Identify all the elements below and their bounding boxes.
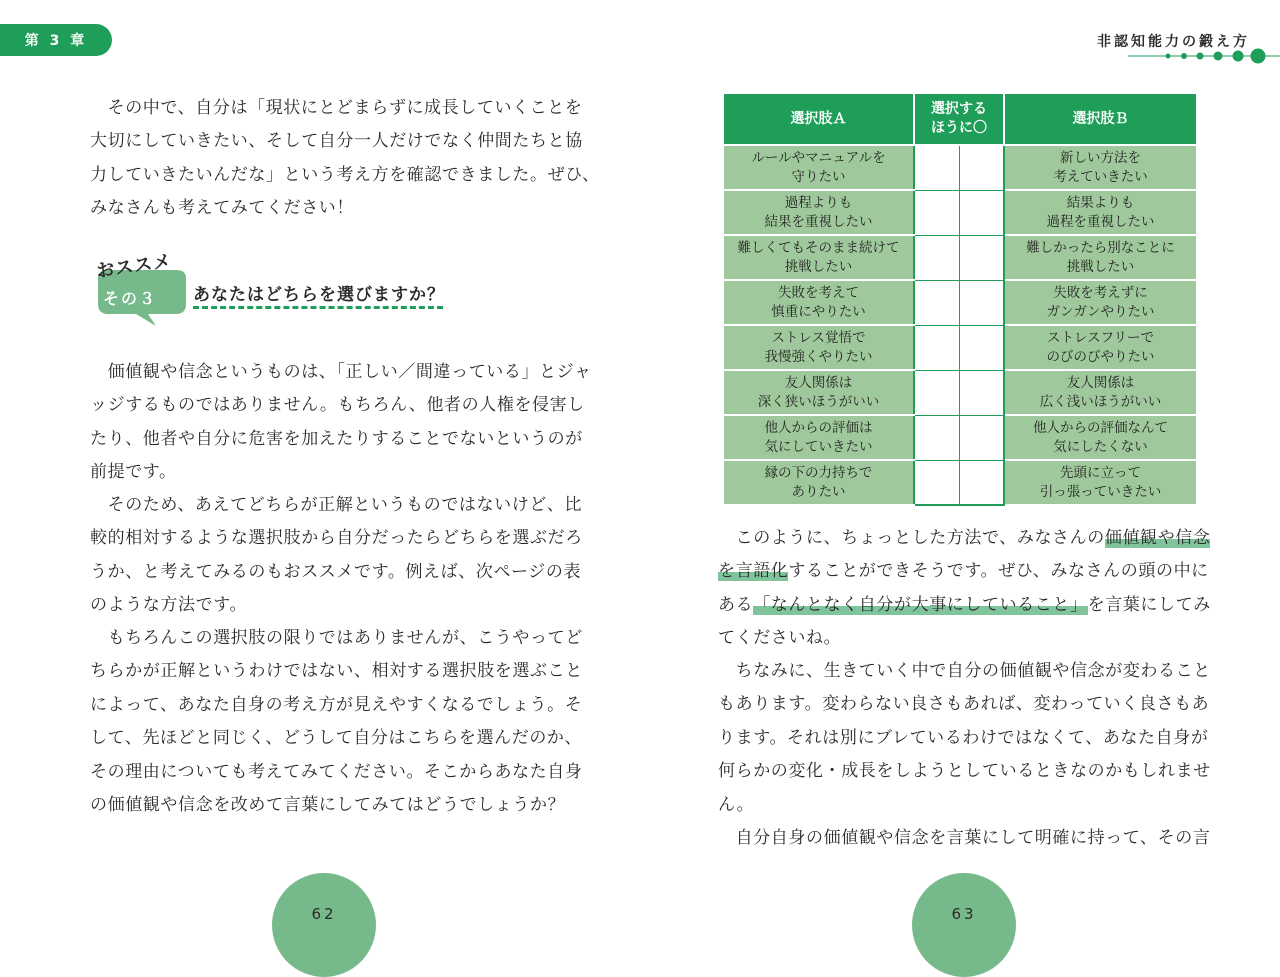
- text-line: みなさんも考えてみてください！: [90, 198, 354, 219]
- page-number: 63: [912, 873, 1016, 977]
- select-a-box[interactable]: [914, 370, 959, 415]
- text-line: ッジするものではありません。もちろん、他者の人権を侵害し: [90, 395, 585, 416]
- select-b-box[interactable]: [959, 190, 1004, 235]
- text-line: てくださいね。: [718, 628, 842, 649]
- choice-table: [724, 94, 1196, 506]
- cell-line: 我慢強くやりたい: [764, 348, 873, 365]
- select-b-box[interactable]: [959, 325, 1004, 370]
- header-option-a: 選択肢Ａ: [724, 94, 914, 145]
- option-a-cell: [724, 190, 914, 235]
- text-line: その理由についても考えてみてください。そこからあなた自身: [90, 761, 583, 782]
- select-b-box[interactable]: [959, 370, 1004, 415]
- highlighted-text: 「なんとなく自分が大事にしていること」: [753, 594, 1088, 615]
- table-row: [724, 325, 1196, 370]
- cell-line: 失敗を考えずに: [1053, 284, 1148, 301]
- text-line: 較的相対するような選択肢から自分だったらどちらを選ぶだろ: [90, 528, 583, 549]
- page-number: 62: [272, 873, 376, 977]
- badge-label: おススメ: [95, 250, 174, 283]
- highlighted-text: 価値観や信念: [1104, 528, 1211, 548]
- select-b-box[interactable]: [959, 145, 1004, 190]
- cell-line: 過程よりも: [784, 194, 853, 211]
- cell-line: 先頭に立って: [1060, 464, 1141, 481]
- paragraph-3: [90, 622, 583, 822]
- text-line: ちなみに、生きていく中で自分の価値観や信念が変わること: [718, 661, 1211, 681]
- highlighted-text: を言語化: [718, 561, 789, 582]
- select-a-box[interactable]: [914, 190, 959, 235]
- cell-line: 挑戦したい: [1066, 258, 1135, 275]
- cell-line: 新しい方法を: [1060, 149, 1141, 166]
- text-line: ります。それは別にブレているわけではなくて、あなた自身が: [718, 727, 1209, 748]
- cell-line: 友人関係は: [784, 374, 853, 391]
- summary-paragraph: [718, 522, 1211, 656]
- cell-line: ルールやマニュアルを: [751, 149, 886, 166]
- select-b-box[interactable]: [959, 460, 1004, 505]
- cell-line: ストレスフリーで: [1046, 329, 1155, 346]
- table-row: [724, 460, 1196, 505]
- right-paragraph-2: [718, 655, 1211, 822]
- select-a-box[interactable]: [914, 145, 959, 190]
- cell-line: 気にしていきたい: [764, 438, 873, 455]
- heading-dashed-underline: [193, 306, 443, 309]
- option-a-cell: [724, 145, 914, 190]
- cell-line: 他人からの評価は: [764, 419, 873, 436]
- table-row: [724, 190, 1196, 235]
- option-a-cell: [724, 460, 914, 505]
- option-a-cell: [724, 235, 914, 280]
- select-a-box[interactable]: [914, 325, 959, 370]
- cell-line: 難しかったら別なことに: [1026, 239, 1175, 256]
- text-run: ある: [718, 594, 754, 615]
- text-line: そのため、あえてどちらが正解というものではないけど、比: [90, 495, 583, 515]
- header-option-b: 選択肢Ｂ: [1004, 94, 1196, 145]
- select-b-box[interactable]: [959, 280, 1004, 325]
- cell-line: ガンガンやりたい: [1046, 303, 1155, 320]
- text-line: 何らかの変化・成長をしようとしているときなのかもしれませ: [718, 761, 1211, 782]
- cell-line: ストレス覚悟で: [771, 329, 866, 346]
- text-line: [718, 555, 1211, 588]
- text-line: 価値観や信念というものは、「正しい／間違っている」とジャ: [90, 362, 592, 382]
- intro-paragraph: [90, 92, 600, 226]
- table-row: [724, 280, 1196, 325]
- cell-line: 友人関係は: [1066, 374, 1135, 391]
- cell-line: 縁の下の力持ちで: [764, 464, 873, 481]
- text-line: もちろんこの選択肢の限りではありませんが、こうやってど: [90, 628, 583, 648]
- cell-line: 他人からの評価なんて: [1033, 419, 1168, 436]
- cell-line: 気にしたくない: [1053, 438, 1148, 455]
- running-head: 非認知能力の鍛え方: [1097, 34, 1250, 50]
- cell-line: ありたい: [791, 483, 846, 500]
- left-page: [0, 0, 640, 939]
- cell-line: 過程を重視したい: [1046, 213, 1155, 230]
- badge-number: その３: [103, 289, 158, 308]
- option-b-cell: [1004, 370, 1196, 415]
- option-a-cell: [724, 325, 914, 370]
- option-b-cell: [1004, 460, 1196, 505]
- text-line: 前提です。: [90, 462, 177, 483]
- option-a-cell: [724, 370, 914, 415]
- paragraph-1: [90, 356, 592, 490]
- cell-line: 結果よりも: [1066, 194, 1135, 211]
- select-a-box[interactable]: [914, 280, 959, 325]
- text-line: によって、あなた自身の考え方が見えやすくなるでしょう。そ: [90, 694, 583, 715]
- text-line: のような方法です。: [90, 595, 248, 616]
- option-b-cell: [1004, 145, 1196, 190]
- text-line: 自分自身の価値観や信念を言葉にして明確に持って、その言: [718, 828, 1211, 848]
- select-a-box[interactable]: [914, 460, 959, 505]
- text-line: [718, 589, 1211, 622]
- option-b-cell: [1004, 325, 1196, 370]
- header-select-line: ほうに〇: [931, 120, 987, 136]
- paragraph-2: [90, 489, 583, 623]
- table-row: [724, 235, 1196, 280]
- cell-line: 引っ張っていきたい: [1039, 483, 1162, 500]
- text-run: このように、ちょっとした方法で、みなさんの: [718, 528, 1105, 548]
- text-line: 大切にしていきたい、そして自分一人だけでなく仲間たちと協: [90, 131, 583, 152]
- select-b-box[interactable]: [959, 415, 1004, 460]
- section-heading: あなたはどちらを選びますか？: [193, 285, 445, 305]
- option-b-cell: [1004, 415, 1196, 460]
- option-a-cell: [724, 415, 914, 460]
- text-line: もあります。変わらない良さもあれば、変わっていく良さもあ: [718, 694, 1210, 715]
- cell-line: 挑戦したい: [784, 258, 853, 275]
- text-line: ん。: [718, 794, 755, 815]
- text-line: その中で、自分は「現状にとどまらずに成長していくことを: [90, 98, 583, 118]
- cell-line: 結果を重視したい: [764, 213, 873, 230]
- text-line: の価値観や信念を改めて言葉にしてみてはどうでしょうか？: [90, 795, 566, 816]
- text-line: うか、と考えてみるのもおススメです。例えば、次ページの表: [90, 561, 582, 582]
- header-select-line: 選択する: [931, 101, 987, 117]
- table-header-row: [724, 94, 1196, 145]
- select-a-box[interactable]: [914, 235, 959, 280]
- header-select: [914, 94, 1004, 145]
- text-line: [718, 522, 1211, 555]
- option-b-cell: [1004, 190, 1196, 235]
- option-b-cell: [1004, 280, 1196, 325]
- chapter-tab: 第 3 章: [0, 24, 112, 56]
- text-run: を言葉にしてみ: [1087, 594, 1211, 615]
- cell-line: 慎重にやりたい: [771, 303, 866, 320]
- table-row: [724, 145, 1196, 190]
- text-run: することができそうです。ぜひ、みなさんの頭の中に: [788, 561, 1209, 582]
- table-row: [724, 370, 1196, 415]
- right-paragraph-3: [718, 822, 1210, 855]
- cell-line: のびのびやりたい: [1046, 348, 1155, 365]
- select-b-box[interactable]: [959, 235, 1004, 280]
- option-a-cell: [724, 280, 914, 325]
- text-line: して、先ほどと同じく、どうして自分はこちらを選んだのか、: [90, 728, 583, 749]
- text-line: 力していきたいんだな」という考え方を確認できました。ぜひ、: [90, 164, 600, 185]
- cell-line: 深く狭いほうがいい: [757, 393, 880, 410]
- text-line: たり、他者や自分に危害を加えたりすることでないというのが: [90, 428, 583, 449]
- cell-line: 考えていきたい: [1053, 168, 1148, 185]
- option-b-cell: [1004, 235, 1196, 280]
- decorative-dot-line: [1128, 46, 1280, 66]
- cell-line: 難しくてもそのまま続けて: [737, 239, 900, 256]
- cell-line: 広く浅いほうがいい: [1039, 393, 1162, 410]
- cell-line: 守りたい: [791, 168, 846, 185]
- text-line: ちらかが正解というわけではない、相対する選択肢を選ぶこと: [90, 661, 583, 682]
- cell-line: 失敗を考えて: [778, 284, 859, 301]
- select-a-box[interactable]: [914, 415, 959, 460]
- table-row: [724, 415, 1196, 460]
